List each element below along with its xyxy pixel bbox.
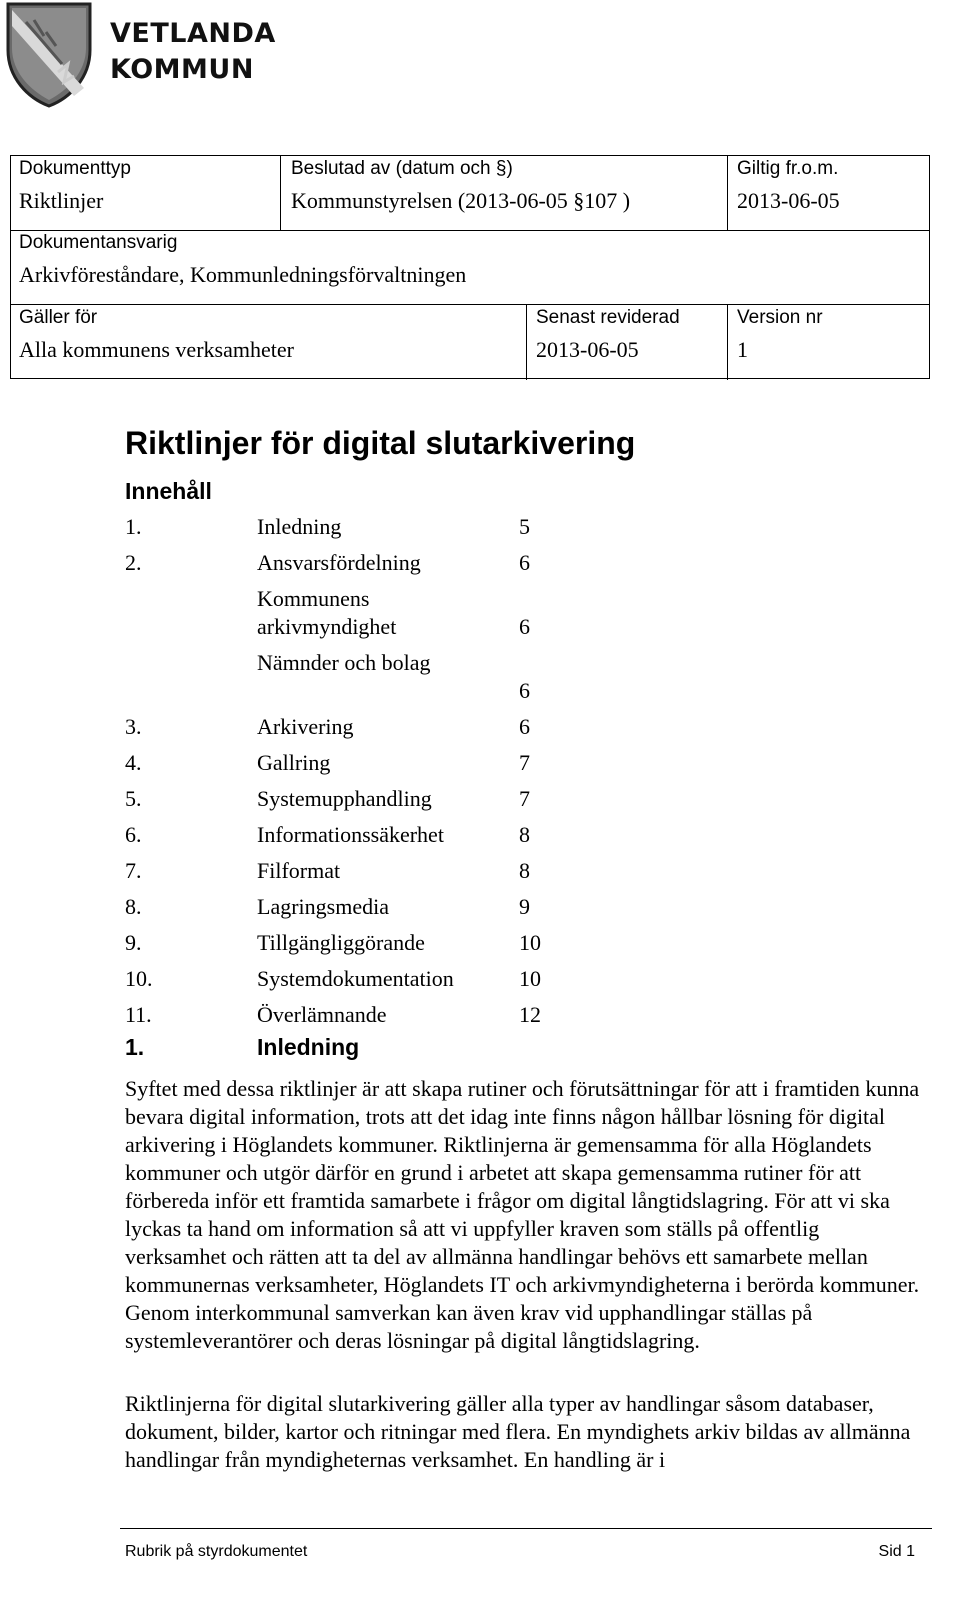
document-title: Riktlinjer för digital slutarkivering (125, 425, 636, 461)
toc-item-label: Arkivering (257, 714, 354, 739)
toc-item-number: 7. (125, 858, 142, 883)
version-label: Version nr (737, 307, 823, 328)
responsible-cell (19, 232, 466, 288)
version-value: 1 (737, 337, 748, 362)
toc-item-page: 6 (519, 614, 530, 639)
footer-divider (120, 1528, 932, 1529)
table-divider (280, 156, 281, 230)
table-of-contents (125, 509, 585, 1033)
toc-heading: Innehåll (125, 478, 212, 504)
toc-item-label: Överlämnande (257, 1002, 387, 1027)
toc-item[interactable] (125, 509, 585, 545)
toc-item-page: 8 (519, 858, 530, 883)
revised-cell (536, 307, 680, 363)
decided-label: Beslutad av (datum och §) (291, 158, 513, 179)
toc-item[interactable] (125, 545, 585, 581)
toc-item-page: 6 (519, 678, 530, 703)
body-paragraph: Riktlinjerna för digital slutarkivering gäller alla typer av handlingar såsom databaser, dokument, bilder, kartor och ritningar med flera. En myndighets arkiv bildas av allmänna handlingar från myndigheternas verksamhet. En handling är i (125, 1391, 911, 1472)
toc-item-number: 10. (125, 966, 153, 991)
toc-item-number: 3. (125, 714, 142, 739)
toc-item-page: 10 (519, 930, 541, 955)
toc-item-number: 9. (125, 930, 142, 955)
toc-item-number: 1. (125, 514, 142, 539)
doc-type-label: Dokumenttyp (19, 158, 131, 179)
toc-item-page: 10 (519, 966, 541, 991)
toc-item-page: 9 (519, 894, 530, 919)
toc-item-label: Nämnder och bolag (257, 650, 431, 675)
valid-from-label: Giltig fr.o.m. (737, 158, 839, 179)
toc-item[interactable] (125, 817, 585, 853)
toc-item-label: Informationssäkerhet (257, 822, 444, 847)
toc-item-label: Kommunens arkivmyndighet (257, 586, 397, 639)
toc-item[interactable] (125, 925, 585, 961)
toc-item-number: 2. (125, 550, 142, 575)
logo-text-vetlanda: VETLANDA (110, 18, 276, 49)
toc-item-number: 11. (125, 1002, 152, 1027)
valid-from-cell (737, 158, 840, 214)
footer-page-number: Sid 1 (878, 1543, 915, 1560)
toc-subitem[interactable] (125, 645, 585, 709)
valid-from-value: 2013-06-05 (737, 188, 840, 213)
table-divider (727, 156, 728, 230)
toc-item-page: 6 (519, 550, 530, 575)
toc-item-label: Gallring (257, 750, 331, 775)
section-number: 1. (125, 1034, 145, 1060)
toc-item-number: 4. (125, 750, 142, 775)
table-divider (11, 304, 929, 305)
municipality-logo (4, 2, 276, 110)
table-divider (526, 304, 527, 380)
toc-item[interactable] (125, 853, 585, 889)
toc-item[interactable] (125, 961, 585, 997)
doc-type-value: Riktlinjer (19, 188, 104, 213)
applies-to-value: Alla kommunens verksamheter (19, 337, 294, 362)
toc-item-label: Systemdokumentation (257, 966, 454, 991)
toc-item-page: 7 (519, 750, 530, 775)
toc-item-page: 7 (519, 786, 530, 811)
applies-to-cell (19, 307, 294, 363)
revised-label: Senast reviderad (536, 307, 680, 328)
revised-value: 2013-06-05 (536, 337, 639, 362)
toc-item-label: Ansvarsfördelning (257, 550, 421, 575)
table-divider (11, 230, 929, 231)
toc-item-label: Lagringsmedia (257, 894, 389, 919)
decided-value: Kommunstyrelsen (2013-06-05 §107 ) (291, 188, 631, 213)
body-paragraph: Syftet med dessa riktlinjer är att skapa rutiner och förutsättningar för att i framtiden kunna bevara digital information, trots att det idag inte finns någon hållbar lösning för digital arkivering i Höglandets kommuner. Riktlinjerna är gemensamma för alla Höglandets kommuner och utgör därför en grund i arbetet att skapa gemensamma rutiner för att förbereda inför ett framtida samarbete i frågor om digital långtidslagring. För att vi ska lyckas ta hand om information så att vi uppfyller kraven som ställs på offentlig verksamhet och rätten att ta del av allmänna handlingar behövs ett samarbete mellan kommunernas verksamheter, Höglandets IT och arkivmyndigheterna i berörda kommuner. Genom interkommunal samverkan kan även krav vid upphandlingar ställas på systemleverantörer och deras lösningar på digital långtidslagring. (125, 1076, 920, 1353)
toc-item-page: 5 (519, 514, 530, 539)
toc-item-number: 5. (125, 786, 142, 811)
toc-item-number: 6. (125, 822, 142, 847)
logo-text-kommun: KOMMUN (110, 54, 254, 85)
toc-subitem[interactable] (125, 581, 585, 645)
toc-item[interactable] (125, 781, 585, 817)
toc-item-number: 8. (125, 894, 142, 919)
toc-item-label: Systemupphandling (257, 786, 432, 811)
toc-item[interactable] (125, 997, 585, 1033)
applies-to-label: Gäller för (19, 307, 98, 328)
toc-item[interactable] (125, 745, 585, 781)
toc-item[interactable] (125, 889, 585, 925)
toc-item-label: Inledning (257, 514, 342, 539)
toc-item[interactable] (125, 709, 585, 745)
section-heading: Inledning (257, 1034, 360, 1060)
coat-of-arms-icon (4, 2, 94, 108)
toc-item-label: Tillgängliggörande (257, 930, 425, 955)
responsible-value: Arkivföreståndare, Kommunledningsförvaltningen (19, 262, 467, 287)
version-cell (737, 307, 823, 363)
footer-document-title: Rubrik på styrdokumentet (125, 1543, 308, 1560)
toc-item-label: Filformat (257, 858, 341, 883)
document-metadata-table (10, 155, 930, 379)
doc-type-cell (19, 158, 131, 214)
toc-item-page: 6 (519, 714, 530, 739)
decided-cell (291, 158, 630, 214)
toc-item-page: 12 (519, 1002, 541, 1027)
table-divider (727, 304, 728, 380)
responsible-label: Dokumentansvarig (19, 232, 178, 253)
toc-item-page: 8 (519, 822, 530, 847)
